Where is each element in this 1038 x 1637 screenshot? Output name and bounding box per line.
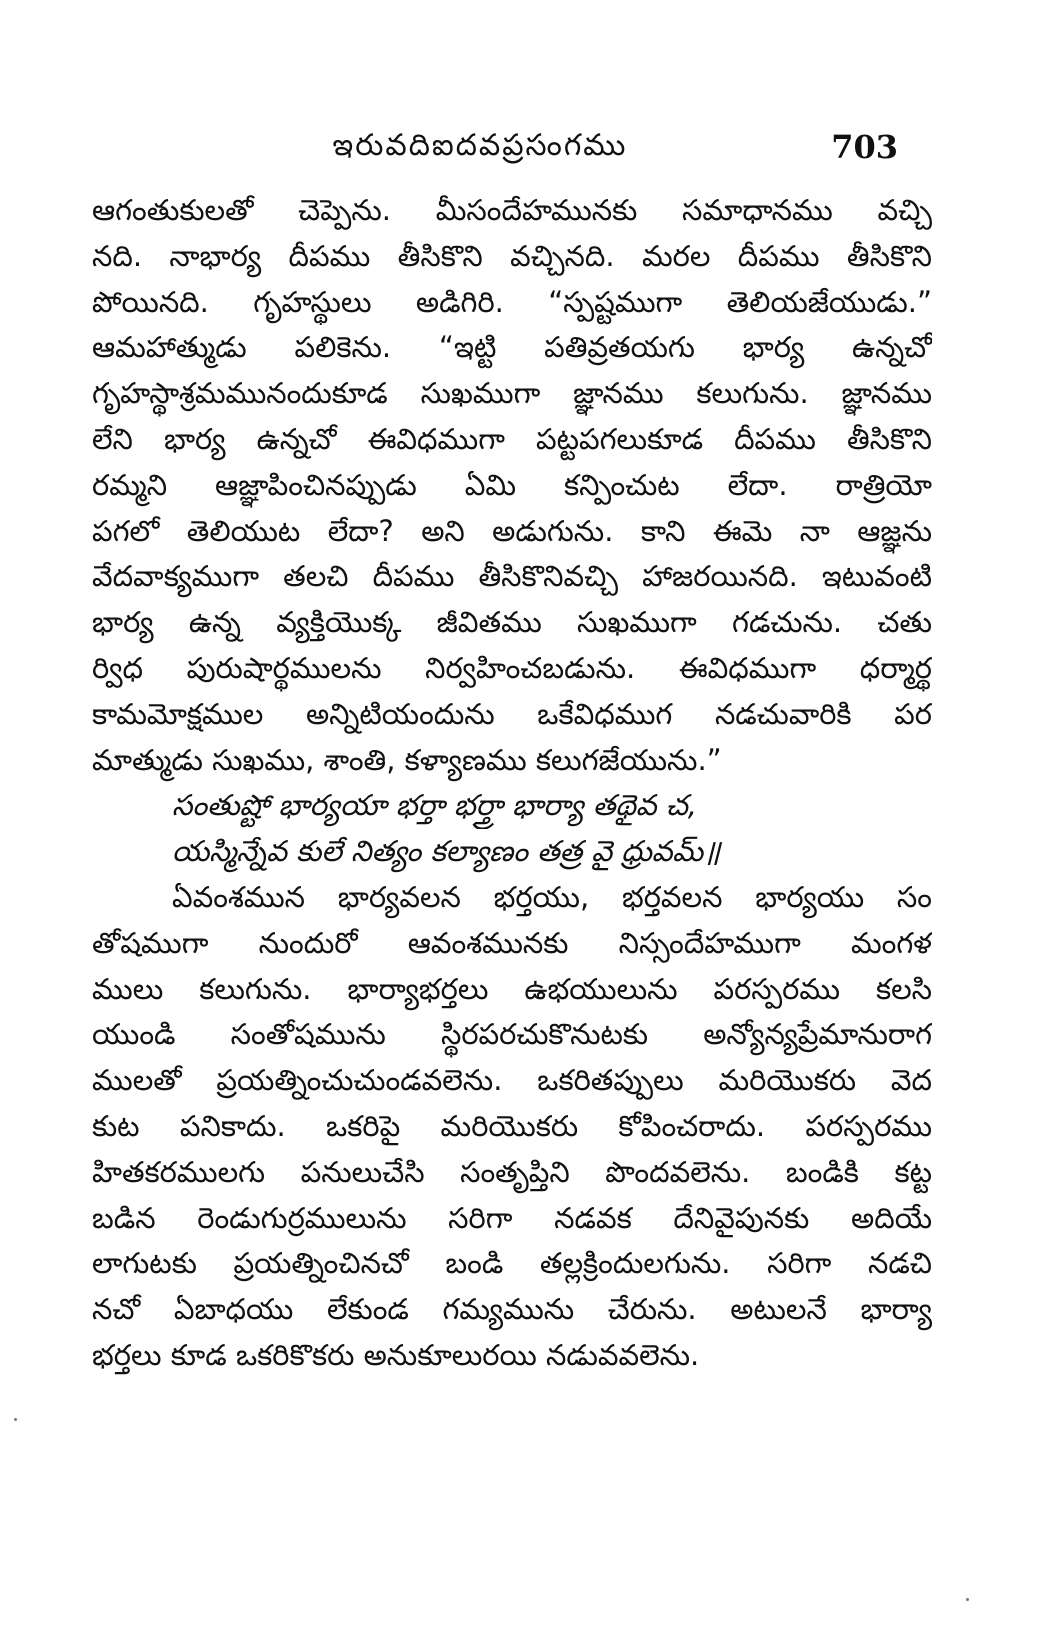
text-line: మాత్ముడు సుఖము, శాంతి, కళ్యాణము కలుగజేయును.” bbox=[92, 742, 722, 777]
text-line: ములు కలుగును. భార్యాభర్తలు ఉభయులును పరస్పరము కలసి bbox=[92, 971, 932, 1006]
page-number: 703 bbox=[831, 128, 898, 166]
text-line: బడిన రెండుగుర్రములును సరిగా నడవక దేనివైపునకు అదియే bbox=[92, 1200, 932, 1235]
text-line: గృహస్థాశ్రమమునందుకూడ సుఖముగా జ్ఞానము కలుగును. జ్ఞానము bbox=[92, 376, 932, 411]
text-line: ర్విధ పురుషార్థములను నిర్వహించబడును. ఈవిధముగా ధర్మార్థ bbox=[92, 650, 932, 685]
text-line: తోషముగా నుందురో ఆవంశమునకు నిస్సందేహముగా మంగళ bbox=[92, 925, 932, 960]
running-head: ఇరువదిఐదవప్రసంగము bbox=[332, 128, 628, 163]
paragraph-2 bbox=[92, 875, 932, 1379]
verse-line: యస్మిన్నేవ కులే నిత్యం కల్యాణం తత్ర వై ధ్రువమ్॥ bbox=[172, 834, 721, 869]
text-line: కామమోక్షముల అన్నిటియందును ఒకేవిధముగ నడచువారికి పర bbox=[92, 696, 932, 731]
sanskrit-verse bbox=[92, 783, 932, 875]
text-line: పోయినది. గృహస్థులు అడిగిరి. “స్పష్టముగా తెలియజేయుడు.” bbox=[92, 284, 932, 319]
scan-speck bbox=[14, 1418, 17, 1421]
text-line: నచో ఏబాధయు లేకుండ గమ్యమును చేరును. అటులనే భార్యా bbox=[92, 1292, 932, 1327]
text-line: ఆగంతుకులతో చెప్పెను. మీసందేహమునకు సమాధానము వచ్చి bbox=[92, 193, 932, 227]
verse-line: సంతుష్టో భార్యయా భర్తా భర్త్రా భార్యా తథైవ చ, bbox=[172, 788, 697, 823]
text-line: ములతో ప్రయత్నించుచుండవలెను. ఒకరితప్పులు మరియొకరు వెద bbox=[92, 1063, 932, 1098]
scan-speck bbox=[966, 1598, 969, 1601]
text-line: కుట పనికాదు. ఒకరిపై మరియొకరు కోపించరాదు. పరస్పరము bbox=[92, 1108, 932, 1143]
text-line: రమ్మని ఆజ్ఞాపించినప్పుడు ఏమి కన్పించుట లేదా. రాత్రియో bbox=[92, 467, 932, 502]
text-line: లాగుటకు ప్రయత్నించినచో బండి తల్లక్రిందులగును. సరిగా నడచి bbox=[92, 1246, 932, 1281]
text-line: భర్తలు కూడ ఒకరికొకరు అనుకూలురయి నడువవలెను. bbox=[92, 1337, 700, 1372]
page-header bbox=[0, 128, 1038, 178]
text-line: హితకరములగు పనులుచేసి సంతృప్తిని పొందవలెను. బండికి కట్ట bbox=[92, 1154, 932, 1189]
text-line: నది. నాభార్య దీపము తీసికొని వచ్చినది. మరల దీపము తీసికొని bbox=[92, 238, 932, 273]
text-line: లేని భార్య ఉన్నచో ఈవిధముగా పట్టపగలుకూడ దీపము తీసికొని bbox=[92, 421, 932, 456]
text-line: భార్య ఉన్న వ్యక్తియొక్క జీవితము సుఖముగా గడచును. చతు bbox=[92, 605, 932, 640]
text-line: యుండి సంతోషమును స్థిరపరచుకొనుటకు అన్యోన్యప్రేమానురాగ bbox=[92, 1017, 932, 1052]
text-line: పగలో తెలియుట లేదా? అని అడుగును. కాని ఈమె నా ఆజ్ఞను bbox=[92, 513, 932, 548]
paragraph-1 bbox=[92, 188, 932, 783]
text-line: ఆమహాత్ముడు పలికెను. “ఇట్టి పతివ్రతయగు భార్య ఉన్నచో bbox=[92, 330, 932, 365]
body-text bbox=[92, 188, 932, 1379]
text-line: వేదవాక్యముగా తలచి దీపము తీసికొనివచ్చి హాజరయినది. ఇటువంటి bbox=[92, 559, 932, 594]
text-line: ఏవంశమున భార్యవలన భర్తయు, భర్తవలన భార్యయు సం bbox=[172, 879, 932, 914]
